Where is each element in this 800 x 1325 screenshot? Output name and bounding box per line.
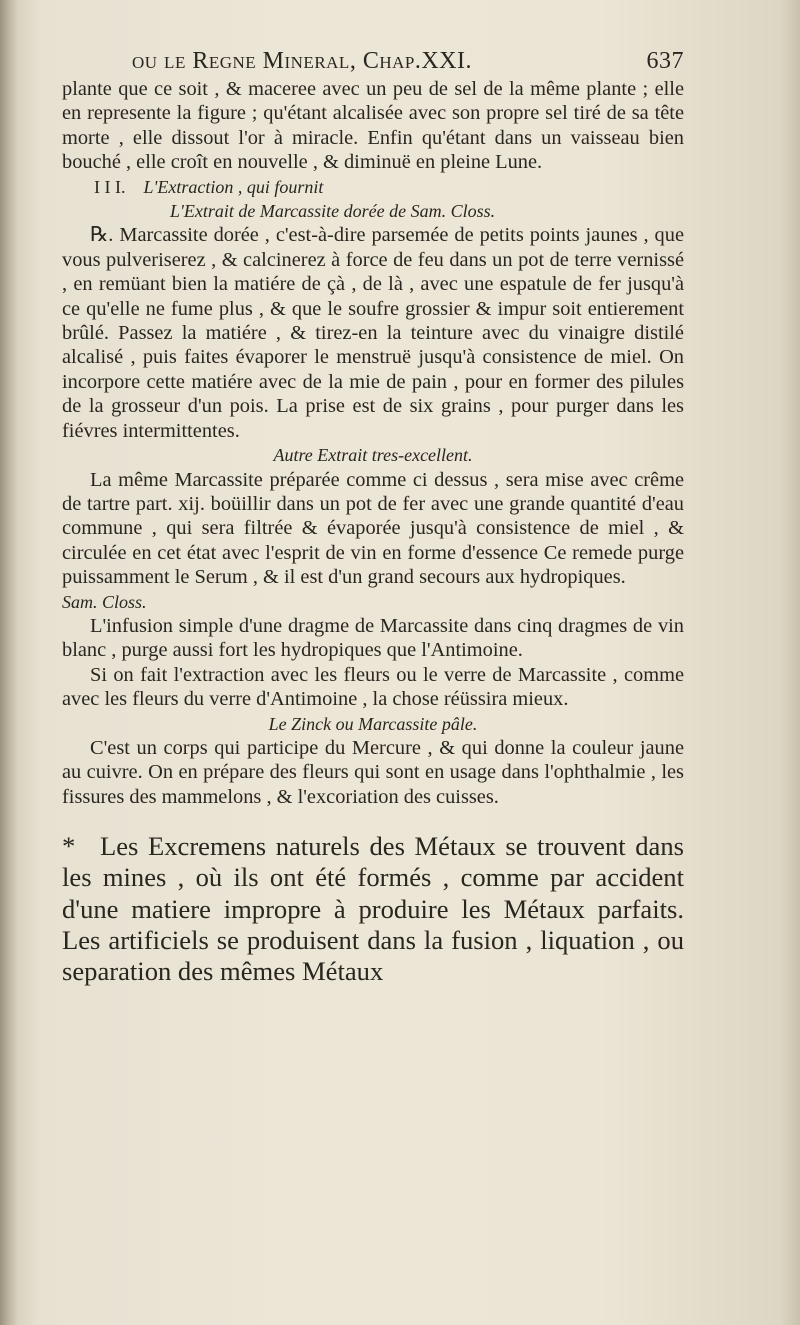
paragraph-3: La même Marcassite préparée comme ci dessus , sera mise avec crême de tartre part. xij. boüillir dans un pot de fer avec une grande quantité d'eau commune , qui sera filtrée & évaporée jusqu'à consistence de miel , & circulée en cet état avec l'esprit de vin en forme d'essence Ce remede purge puissamment le Serum , & il est d'un grand secours aux hydropiques.: [62, 468, 684, 589]
section-3-heading: [62, 175, 684, 199]
page-number: 637: [646, 48, 684, 74]
section-3-title: L'Extraction , qui fournit: [143, 176, 324, 197]
section-3-label: I I I.: [94, 176, 126, 197]
subheading-zinck: Le Zinck ou Marcassite pâle.: [268, 713, 478, 734]
footnote-text: Les Excremens naturels des Métaux se trouvent dans les mines , où ils ont été formés , comme par accident d'une matiere impropre à produire les Métaux parfaits. Les artificiels se produisent dans la fusion , liquation , ou separation des mêmes Métaux: [62, 831, 684, 986]
subheading-autre-extrait: Autre Extrait tres-excellent.: [273, 445, 473, 466]
paragraph-1: plante que ce soit , & maceree avec un peu de sel de la même plante ; elle en represente la figure ; qu'étant alcalisée avec son propre sel tiré de sa tête morte , elle dissout l'or à miracle. Enfin qu'étant dans un vaisseau bien bouché , elle croît en nouvelle , & diminuë en pleine Lune.: [62, 78, 684, 174]
page-text: [62, 45, 684, 987]
paragraph-6: C'est un corps qui participe du Mercure , & qui donne la couleur jaune au cuivre. On en prépare des fleurs qui sont en usage dans l'ophthalmie , les fissures des mammelons , & l'excoriation des cuisses.: [62, 736, 684, 808]
footnote: [62, 829, 684, 987]
running-head-title: ou le Regne Mineral, Chap.XXI.: [132, 48, 472, 74]
running-head: [132, 45, 684, 77]
citation-sam-closs: Sam. Closs.: [62, 591, 147, 612]
paragraph-5: Si on fait l'extraction avec les fleurs ou le verre de Marcassite , comme avec les fleurs du verre d'Antimoine , la chose réüssira mieux.: [62, 663, 684, 711]
page-spine-shadow: [0, 0, 18, 1325]
paragraph-2: ℞. Marcassite dorée , c'est-à-dire parsemée de petits points jaunes , que vous pulveriserez , & calcinerez à force de feu dans un pot de terre vernissé , en remüant bien la matiére de çà , de là , avec une espatule de fer jusqu'à ce qu'elle ne fume plus , & que le soufre grossier & impur soit entierement brûlé. Passez la matiére , & tirez-en la teinture avec du vinaigre distilé alcalisé , puis faites évaporer le menstruë jusqu'à consistence de miel. On incorpore cette matiére avec de la mie de pain , pour en former des pilules de la grosseur d'un pois. La prise est de six grains , pour purger dans les fiévres intermittentes.: [62, 224, 684, 442]
paragraph-4: L'infusion simple d'une dragme de Marcassite dans cinq dragmes de vin blanc , purge aussi fort les hydropiques que l'Antimoine.: [62, 614, 684, 662]
footnote-mark: *: [62, 831, 76, 862]
section-3-subtitle: L'Extrait de Marcassite dorée de Sam. Closs.: [170, 201, 496, 222]
